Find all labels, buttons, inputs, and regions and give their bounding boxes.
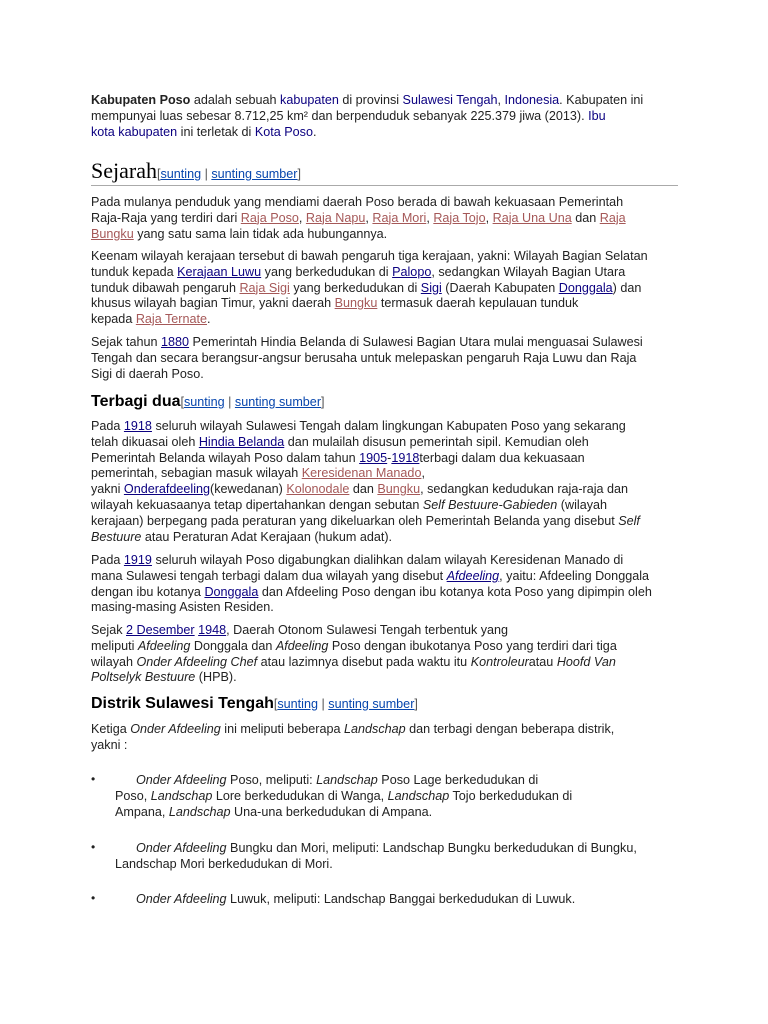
link-raja-ternate[interactable]: Raja Ternate: [135, 312, 208, 327]
link-2-desember[interactable]: 2 Desember: [126, 623, 195, 637]
link-indonesia[interactable]: Indonesia: [504, 93, 560, 107]
link-kolonodale[interactable]: Kolonodale: [286, 482, 350, 497]
bullet-2: •: [91, 840, 96, 854]
heading-sejarah-title: Sejarah: [91, 158, 157, 183]
link-bungku[interactable]: Bungku: [334, 296, 378, 311]
intro-paragraph: Kabupaten Poso adalah sebuah kabupaten di provinsi Sulawesi Tengah, Indonesia. Kabupaten ini mempunyai luas sebesar 8.712,25 km² dan berpenduduk sebanyak 225.379 jiwa (2013). Ibu kota kabupaten ini terletak di Kota Poso.: [91, 93, 644, 139]
edit-source-terbagi-link[interactable]: sunting sumber: [234, 395, 322, 409]
paragraph-terbagi-3: Sejak 2 Desember 1948, Daerah Otonom Sulawesi Tengah terbentuk yang meliputi Afdeeling Donggala dan Afdeeling Poso dengan ibukotanya Poso yang terdiri dari tiga wilayah Onder Afdeeling Chef atau lazimnya disebut pada waktu itu Kontroleuratau Hoofd Van Poltselyk Bestuure (HPB).: [91, 623, 617, 685]
edit-source-sejarah-link[interactable]: sunting sumber: [211, 167, 298, 181]
link-1918-b[interactable]: 1918: [391, 450, 420, 465]
link-kerajaan-luwu[interactable]: Kerajaan Luwu: [177, 264, 262, 279]
link-palopo[interactable]: Palopo: [392, 264, 432, 279]
paragraph-terbagi-2: Pada 1919 seluruh wilayah Poso digabungkan dialihkan dalam wilayah Keresidenan Manado di mana Sulawesi tengah terbagi dalam dua wilayah yang disebut Afdeeling, yaitu: Afdeeling Donggala dengan ibu kotanya Donggala dan Afdeeling Poso dengan ibu kotanya kota Poso yang dipimpin oleh masing-masing Asisten Residen.: [91, 553, 652, 615]
list-item: Onder Afdeeling Luwuk, meliputi: Landschap Banggai berkedudukan di Luwuk.: [136, 892, 576, 906]
heading-terbagi-dua-title: Terbagi dua: [91, 393, 181, 410]
link-donggala[interactable]: Donggala: [558, 280, 613, 295]
heading-distrik: Distrik Sulawesi Tengah[sunting | sunting sumber]: [91, 695, 418, 712]
edit-sejarah-link[interactable]: sunting: [160, 167, 202, 181]
bullet-1: •: [91, 772, 96, 786]
list-item: Onder Afdeeling Bungku dan Mori, meliputi: Landschap Bungku berkedudukan di Bungku, Landschap Mori berkedudukan di Mori.: [115, 841, 637, 872]
link-1918[interactable]: 1918: [123, 419, 152, 433]
paragraph-sejarah-3: Sejak tahun 1880 Pemerintah Hindia Belanda di Sulawesi Bagian Utara mulai menguasai Sulawesi Tengah dan secara berangsur-angsur berusaha untuk melepaskan pengaruh Raja Luwu dan Raja Sigi di daerah Poso.: [91, 335, 643, 381]
link-kabupaten[interactable]: kabupaten: [280, 93, 339, 107]
link-kota-kabupaten[interactable]: kota kabupaten: [91, 124, 178, 139]
link-raja-poso[interactable]: Raja Poso: [240, 210, 299, 225]
article-subject: Kabupaten Poso: [91, 93, 191, 107]
link-afdeeling[interactable]: Afdeeling: [446, 568, 500, 583]
link-hindia-belanda[interactable]: Hindia Belanda: [198, 434, 285, 449]
link-raja-tojo[interactable]: Raja Tojo: [433, 210, 486, 225]
link-raja-mori[interactable]: Raja Mori: [372, 210, 427, 225]
heading-distrik-title: Distrik Sulawesi Tengah: [91, 695, 274, 712]
link-kota-poso[interactable]: Kota Poso: [254, 124, 313, 139]
link-sigi[interactable]: Sigi: [420, 280, 442, 295]
link-raja-sigi[interactable]: Raja Sigi: [239, 280, 290, 295]
link-raja-napu[interactable]: Raja Napu: [305, 210, 366, 225]
edit-distrik-link[interactable]: sunting: [277, 697, 318, 711]
paragraph-sejarah-2: Keenam wilayah kerajaan tersebut di bawah pengaruh tiga kerajaan, yakni: Wilayah Bagian Selatan tunduk kepada Kerajaan Luwu yang berkedudukan di Palopo, sedangkan Wilayah Bagian Utara tunduk dibawah pengaruh Raja Sigi yang berkedudukan di Sigi (Daerah Kabupaten Donggala) dan khusus wilayah bagian Timur, yakni daerah Bungku termasuk daerah kepulauan tunduk kepada Raja Ternate.: [91, 249, 648, 327]
bullet-3: •: [91, 891, 96, 905]
link-1880[interactable]: 1880: [161, 335, 190, 349]
link-ibu-kota[interactable]: Ibu: [588, 108, 606, 123]
link-donggala-b[interactable]: Donggala: [204, 584, 259, 599]
link-1919[interactable]: 1919: [123, 553, 152, 567]
heading-terbagi-dua: Terbagi dua[sunting | sunting sumber]: [91, 393, 325, 410]
link-1905[interactable]: 1905: [359, 450, 388, 465]
link-onderafdeeling[interactable]: Onderafdeeling: [123, 482, 211, 497]
link-sulawesi-tengah[interactable]: Sulawesi Tengah: [402, 93, 498, 107]
link-raja-bungku-cont[interactable]: Bungku: [91, 226, 134, 241]
paragraph-distrik-1: Ketiga Onder Afdeeling ini meliputi beberapa Landschap dan terbagi dengan beberapa distrik, yakni :: [91, 722, 615, 752]
link-bungku-b[interactable]: Bungku: [377, 482, 421, 497]
heading-sejarah: Sejarah[sunting | sunting sumber]: [91, 158, 678, 186]
edit-terbagi-link[interactable]: sunting: [184, 395, 225, 409]
paragraph-terbagi-1: Pada 1918 seluruh wilayah Sulawesi Tengah dalam lingkungan Kabupaten Poso yang sekarang telah dikuasai oleh Hindia Belanda dan mulailah disusun pemerintah sipil. Kemudian oleh Pemerintah Belanda wilayah Poso dalam tahun 1905-1918terbagi dalam dua kekuasaan pemerintah, sebagian masuk wilayah Keresidenan Manado, yakni Onderafdeeling(kewedanan) Kolonodale dan Bungku, sedangkan kedudukan raja-raja dan wilayah kekuasaanya tetap dipertahankan dengan sebutan Self Bestuure-Gabieden (wilayah kerajaan) berpegang pada peraturan yang dikeluarkan oleh Pemerintah Belanda yang disebut Self Bestuure atau Peraturan Adat Kerajaan (hukum adat).: [91, 419, 640, 544]
edit-source-distrik-link[interactable]: sunting sumber: [328, 697, 415, 711]
paragraph-sejarah-1: Pada mulanya penduduk yang mendiami daerah Poso berada di bawah kekuasaan Pemerintah Raja-Raja yang terdiri dari Raja Poso, Raja Napu, Raja Mori, Raja Tojo, Raja Una Una dan Raja Bungku yang satu sama lain tidak ada hubungannya.: [91, 195, 626, 241]
link-raja-una-una[interactable]: Raja Una Una: [492, 210, 572, 225]
link-1948[interactable]: 1948: [198, 623, 227, 637]
list-item: Onder Afdeeling Poso, meliputi: Landschap Poso Lage berkedudukan di Poso, Landschap Lore berkedudukan di Wanga, Landschap Tojo berkedudukan di Ampana, Landschap Una-una berkedudukan di Ampana.: [115, 773, 573, 820]
link-keresidenan-manado[interactable]: Keresidenan Manado: [301, 466, 422, 481]
link-raja-bungku[interactable]: Raja: [599, 210, 626, 225]
